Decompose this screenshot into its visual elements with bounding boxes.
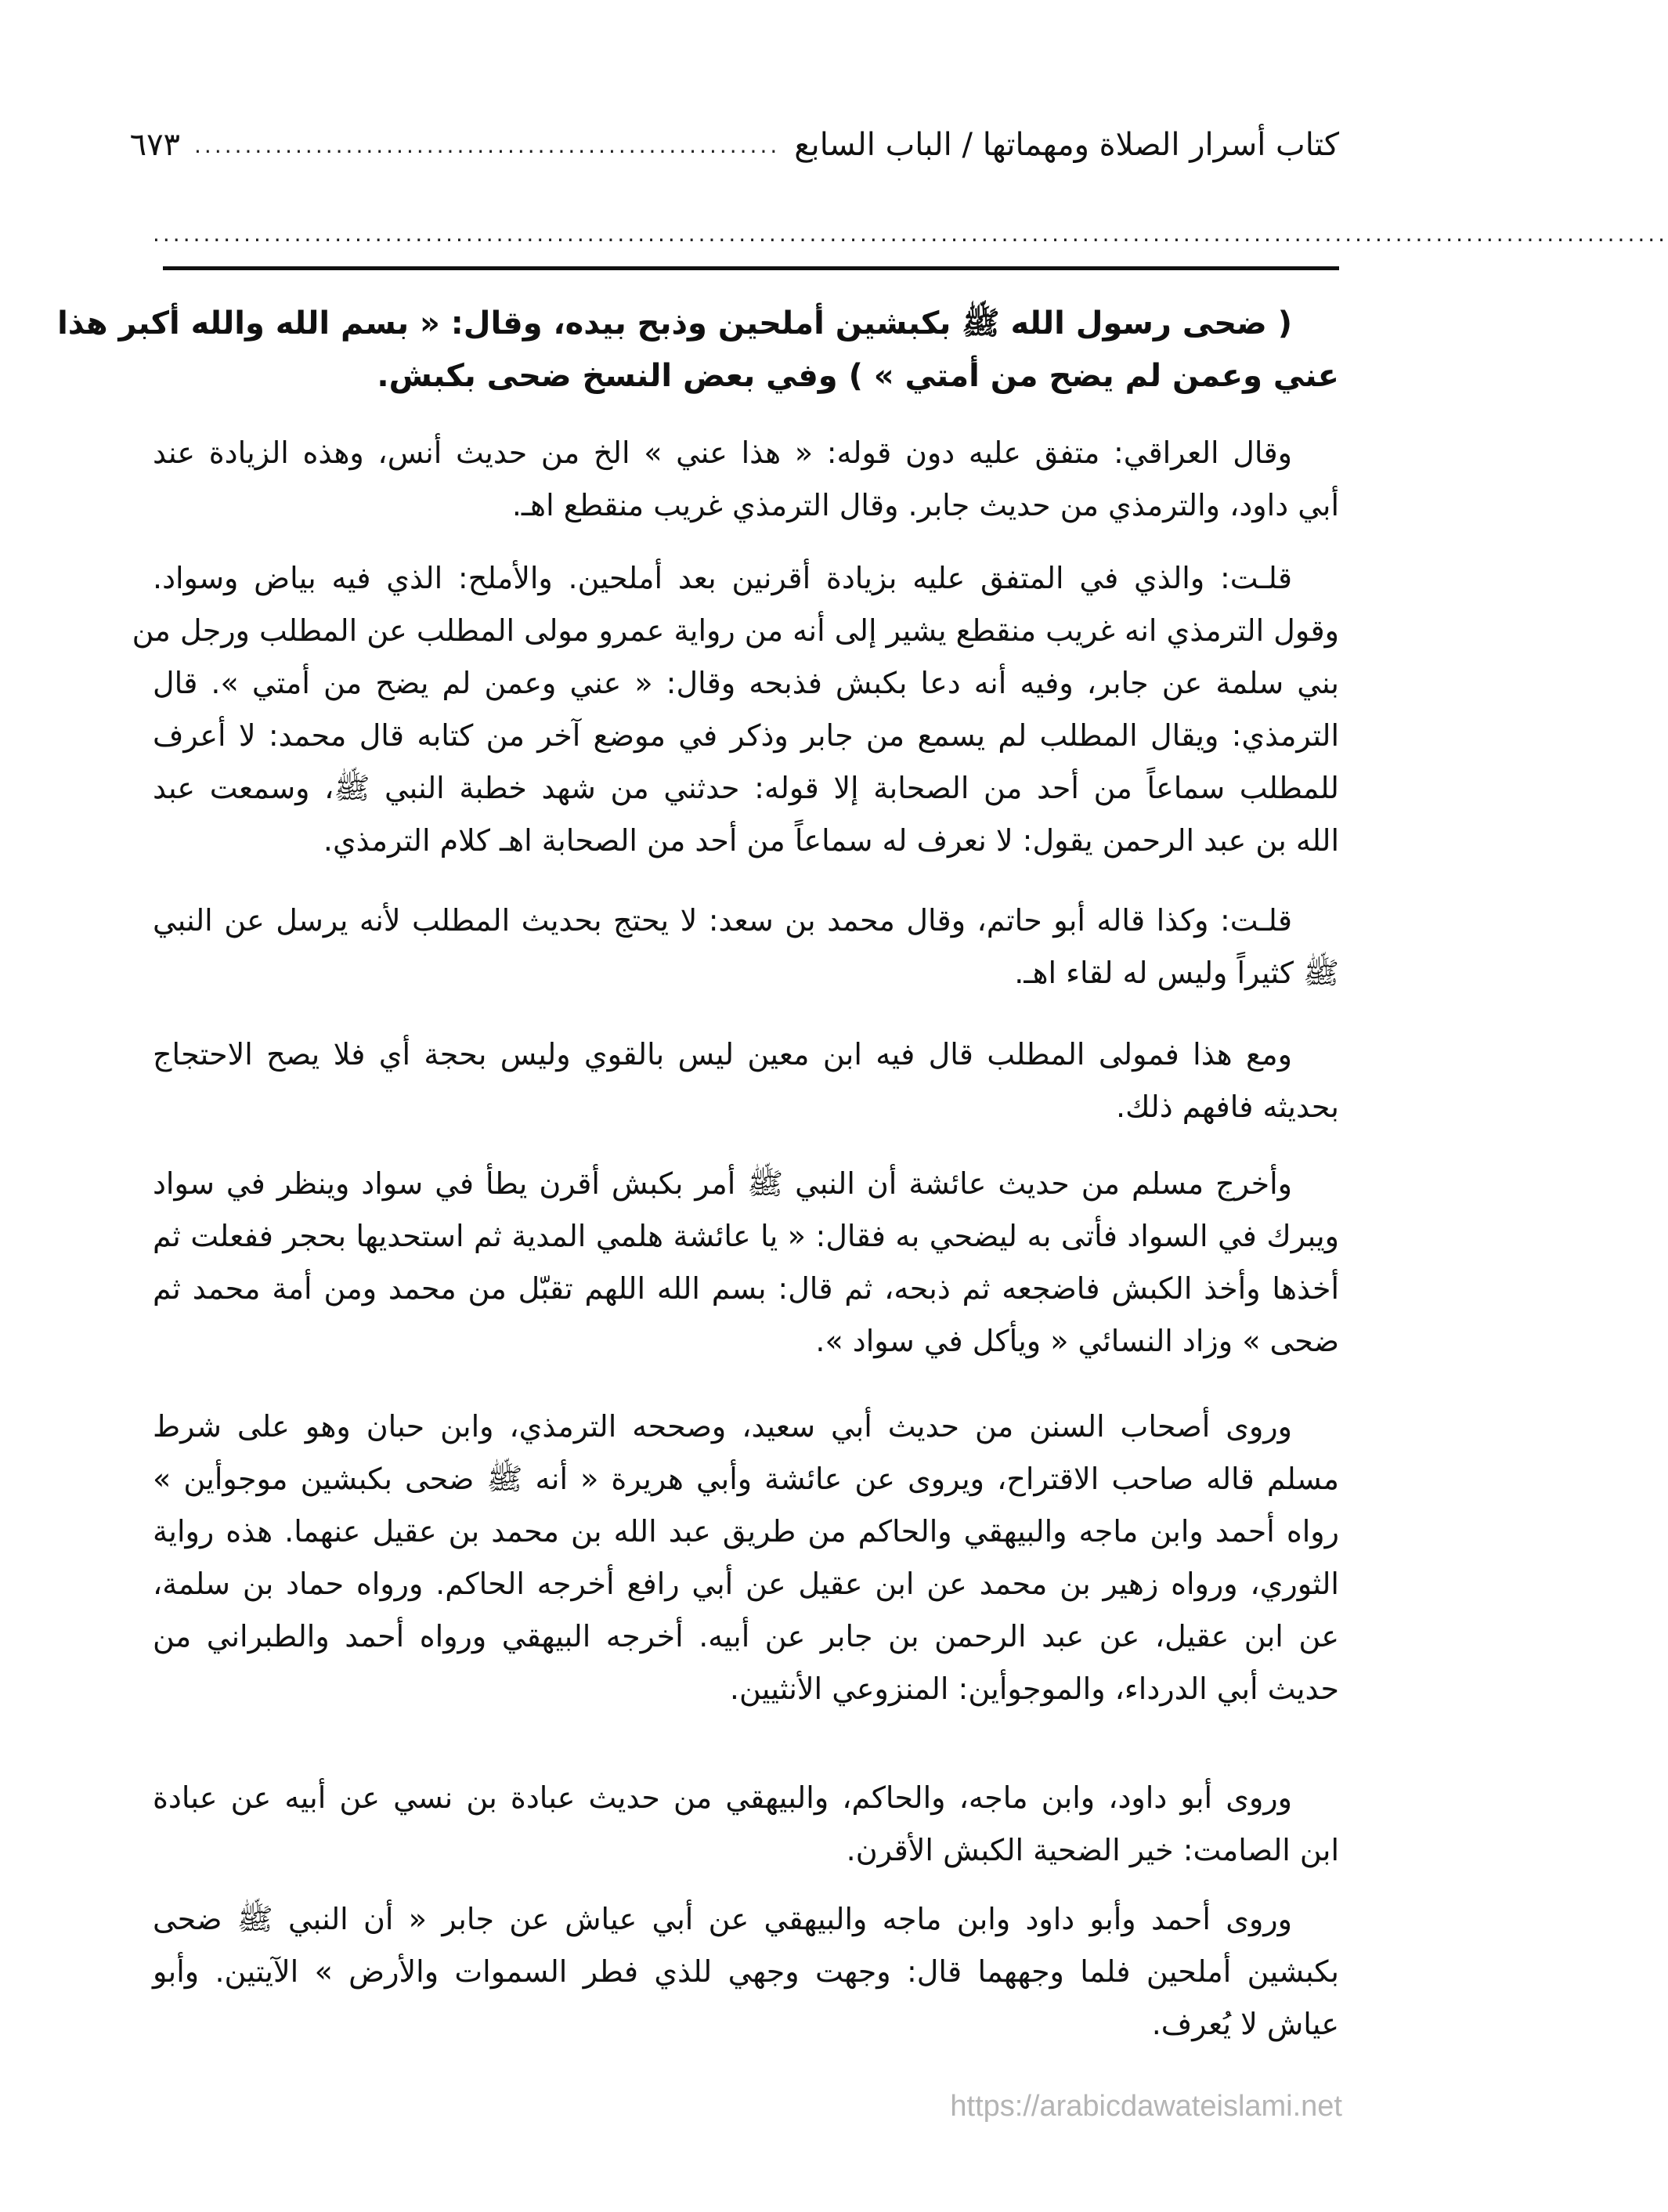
- text-line: ومع هذا فمولى المطلب قال فيه ابن معين ليس بالقوي وليس بحجة أي فلا يصح الاحتجاج: [153, 1037, 1292, 1072]
- running-header: [129, 117, 1339, 172]
- text-line: ابن الصامت: خير الضحية الكبش الأقرن.: [846, 1833, 1339, 1867]
- text-line: قلـت: والذي في المتفق عليه بزيادة أقرنين بعد أملحين. والأملح: الذي فيه بياض وسواد.: [153, 561, 1292, 595]
- text-line: أبي داود، والترمذي من حديث جابر. وقال الترمذي غريب منقطع اهـ.: [511, 488, 1339, 522]
- text-line: أخذها وأخذ الكبش فاضجعه ثم ذبحه، ثم قال: بسم الله اللهم تقبّل من محمد ومن أمة محمد ثم: [153, 1271, 1339, 1306]
- header-rule: [163, 266, 1339, 270]
- dotted-separator: ......................................................................................................................................................: [153, 221, 1668, 247]
- commentary-paragraph: [153, 1401, 1339, 1715]
- text-line: عن ابن عقيل، عن عبد الرحمن بن جابر عن أبيه. أخرجه البيهقي ورواه أحمد والطبراني من: [153, 1619, 1339, 1654]
- header-leader-dots: ..........................................................: [194, 132, 781, 158]
- text-line: بحديثه فافهم ذلك.: [1116, 1090, 1339, 1124]
- text-line: حديث أبي الدرداء، والموجوأين: المنزوعي الأنثيين.: [729, 1672, 1339, 1706]
- text-line: الترمذي: ويقال المطلب لم يسمع من جابر وذكر في موضع آخر من كتابه قال محمد: لا أعرف: [153, 718, 1339, 753]
- text-line: الله بن عبد الرحمن يقول: لا نعرف له سماعاً من أحد من الصحابة اهـ كلام الترمذي.: [323, 823, 1339, 858]
- commentary-paragraph: [132, 552, 1339, 867]
- text-line: قلـت: وكذا قاله أبو حاتم، وقال محمد بن سعد: لا يحتج بحديث المطلب لأنه يرسل عن النبي: [153, 903, 1292, 938]
- text-line: للمطلب سماعاً من أحد من الصحابة إلا قوله: حدثني من شهد خطبة النبي ﷺ، وسمعت عبد: [153, 771, 1339, 805]
- commentary-paragraph: [153, 1158, 1339, 1368]
- text-line: وقال العراقي: متفق عليه دون قوله: « هذا عني » الخ من حديث أنس، وهذه الزيادة عند: [153, 436, 1292, 470]
- text-line: رواه أحمد وابن ماجه والبيهقي والحاكم من طريق عبد الله بن محمد بن عقيل عنهما. هذه رواية: [153, 1514, 1339, 1549]
- text-line: وروى أحمد وأبو داود وابن ماجه والبيهقي عن أبي عياش عن جابر « أن النبي ﷺ ضحى: [153, 1902, 1292, 1936]
- commentary-paragraph: [153, 427, 1339, 532]
- text-line: ( ضحى رسول الله ﷺ بكبشين أملحين وذبح بيده، وقال: « بسم الله والله أكبر هذا: [57, 305, 1292, 342]
- text-line: وروى أبو داود، وابن ماجه، والحاكم، والبيهقي من حديث عبادة بن نسي عن أبيه عن عبادة: [153, 1780, 1292, 1815]
- commentary-paragraph: [153, 1893, 1339, 2051]
- commentary-paragraph: [153, 1028, 1339, 1133]
- text-line: مسلم قاله صاحب الاقتراح، ويروى عن عائشة وأبي هريرة « أنه ﷺ ضحى بكبشين موجوأين »: [153, 1462, 1339, 1496]
- text-line: وروى أصحاب السنن من حديث أبي سعيد، وصححه الترمذي، وابن حبان وهو على شرط: [153, 1409, 1292, 1444]
- text-line: وقول الترمذي انه غريب منقطع يشير إلى أنه من رواية عمرو مولى المطلب عن المطلب ورجل من: [132, 613, 1339, 648]
- text-line: عياش لا يُعرف.: [1151, 2007, 1339, 2041]
- page-number: ٦٧٣: [129, 127, 181, 163]
- text-line: ويبرك في السواد فأتى به ليضحي به فقال: « يا عائشة هلمي المدية ثم استحديها بحجر ففعلت ثم: [153, 1219, 1339, 1253]
- text-line: وأخرج مسلم من حديث عائشة أن النبي ﷺ أمر بكبش أقرن يطأ في سواد وينظر في سواد: [153, 1166, 1292, 1201]
- text-line: بني سلمة عن جابر، وفيه أنه دعا بكبش فذبحه وقال: « عني وعمن لم يضح من أمتي ». قال: [153, 666, 1339, 700]
- text-line: عني وعمن لم يضح من أمتي » ) وفي بعض النسخ ضحى بكبش.: [377, 358, 1339, 394]
- text-line: ضحى » وزاد النسائي « ويأكل في سواد ».: [815, 1324, 1339, 1358]
- commentary-paragraph: [153, 895, 1339, 999]
- watermark: https://arabicdawateislami.net: [950, 2090, 1342, 2123]
- matn-paragraph: [57, 298, 1339, 403]
- text-line: ﷺ كثيراً وليس له لقاء اهـ.: [1014, 956, 1339, 990]
- text-line: بكبشين أملحين فلما وجههما قال: وجهت وجهي للذي فطر السموات والأرض » الآيتين. وأبو: [153, 1954, 1339, 1989]
- commentary-paragraph: [153, 1772, 1339, 1877]
- text-line: الثوري، ورواه زهير بن محمد عن ابن عقيل عن أبي رافع أخرجه الحاكم. ورواه حماد بن سلمة،: [153, 1567, 1339, 1601]
- chapter-title: كتاب أسرار الصلاة ومهماتها / الباب السابع: [794, 127, 1339, 163]
